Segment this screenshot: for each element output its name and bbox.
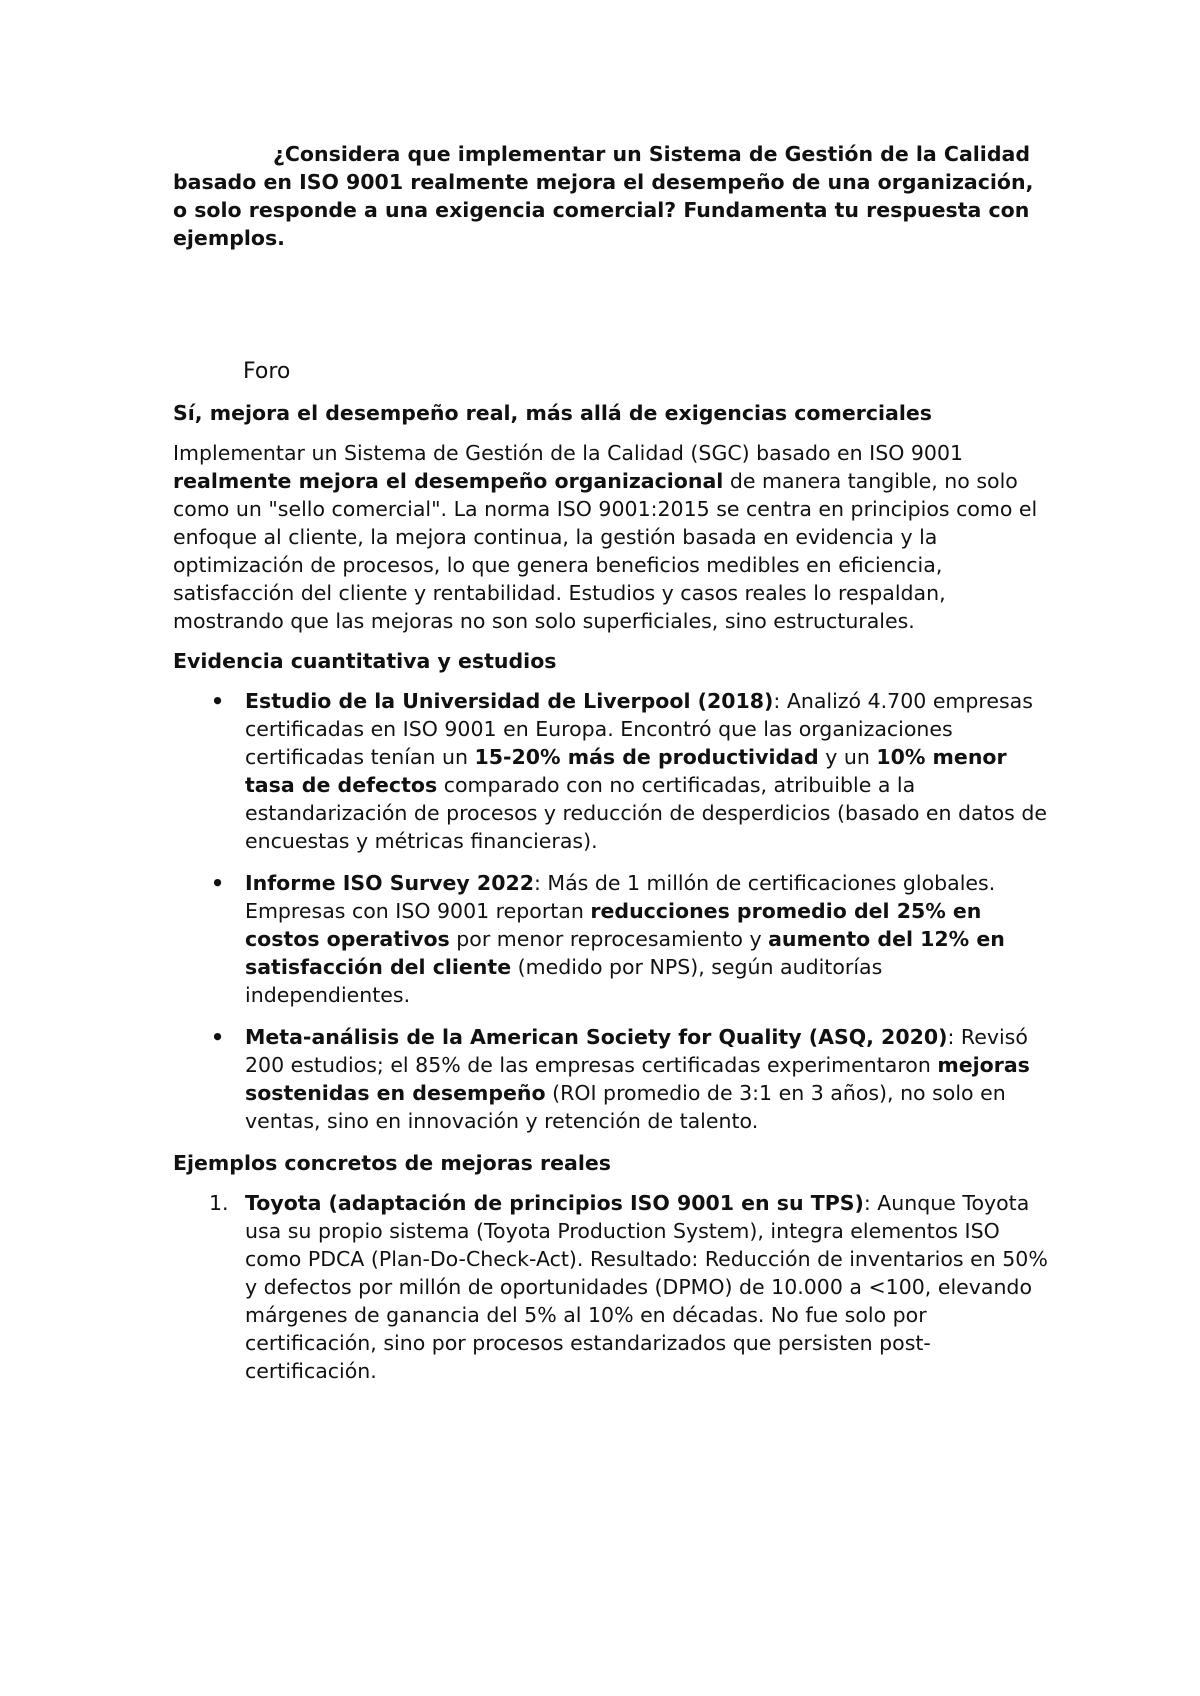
examples-heading: Ejemplos concretos de mejoras reales: [173, 1151, 611, 1175]
evidence-highlight: 10% menor tasa de defectos: [245, 745, 1007, 797]
evidence-highlight: 15-20% más de productividad: [474, 745, 819, 769]
bullet-icon: •: [211, 1025, 225, 1049]
evidence-highlight: mejoras sostenidas en desempeño: [245, 1053, 1030, 1105]
list-number: 1.: [209, 1191, 229, 1215]
question-text: [173, 140, 1053, 252]
main-heading: Sí, mejora el desempeño real, más allá de exigencias comerciales: [173, 401, 933, 425]
evidence-text: comparado con no certificadas, atribuible a la estandarización de procesos y reducción de desperdicios (basado en datos de encuestas y métricas financieras).: [245, 773, 1047, 853]
list-item: [173, 869, 1053, 1009]
evidence-highlight: aumento del 12% en satisfacción del cliente: [245, 927, 1005, 979]
evidence-text: : Más de 1 millón de certificaciones globales. Empresas con ISO 9001 reportan: [245, 871, 996, 923]
intro-bold: realmente mejora el desempeño organizacional: [173, 469, 724, 493]
foro-label: Foro: [243, 359, 291, 384]
list-item: [173, 1023, 1053, 1135]
intro-part1: Implementar un Sistema de Gestión de la Calidad (SGC) basado en ISO 9001: [173, 441, 964, 465]
evidence-text: : Revisó 200 estudios; el 85% de las empresas certificadas experimentaron: [245, 1025, 1028, 1077]
evidence-title: Estudio de la Universidad de Liverpool (2018): [245, 689, 774, 713]
evidence-text: por menor reprocesamiento y: [449, 927, 769, 951]
bullet-icon: •: [211, 689, 225, 713]
example-title: Toyota (adaptación de principios ISO 9001 en su TPS): [245, 1191, 864, 1215]
evidence-list: [173, 687, 1053, 1135]
intro-part2: de manera tangible, no solo como un "sello comercial". La norma ISO 9001:2015 se centra en principios como el enfoque al cliente, la mejora continua, la gestión basada en evidencia y la optimización de procesos, lo que genera beneficios medibles en eficiencia, satisfacción del cliente y rentabilidad. Estudios y casos reales lo respaldan, mostrando que las mejoras no son solo superficiales, sino estructurales.: [173, 469, 1038, 633]
examples-list: [173, 1189, 1053, 1385]
evidence-text: : Analizó 4.700 empresas certificadas en ISO 9001 en Europa. Encontró que las organizaciones certificadas tenían un: [245, 689, 1033, 769]
example-text: : Aunque Toyota usa su propio sistema (Toyota Production System), integra elementos ISO como PDCA (Plan-Do-Check-Act). Resultado: Reducción de inventarios en 50% y defectos por millón de oportunidades (DPMO) de 10.000 a <100, elevando márgenes de ganancia del 5% al 10% en décadas. No fue solo por certificación, sino por procesos estandarizados que persisten post-certificación.: [245, 1191, 1048, 1383]
evidence-text: y un: [818, 745, 877, 769]
list-item: [173, 687, 1053, 855]
evidence-text: (ROI promedio de 3:1 en 3 años), no solo en ventas, sino en innovación y retención de talento.: [245, 1081, 1006, 1133]
evidence-title: Meta-análisis de la American Society for Quality (ASQ, 2020): [245, 1025, 948, 1049]
question-content: ¿Considera que implementar un Sistema de Gestión de la Calidad basado en ISO 9001 realmente mejora el desempeño de una organización, o solo responde a una exigencia comercial? Fundamenta tu respuesta con ejemplos.: [173, 142, 1034, 250]
bullet-icon: •: [211, 871, 225, 895]
document-page: [173, 140, 1053, 1399]
evidence-text: (medido por NPS), según auditorías independientes.: [245, 955, 883, 1007]
intro-paragraph: [173, 439, 1053, 635]
evidence-highlight: reducciones promedio del 25% en costos operativos: [245, 899, 982, 951]
evidence-heading: Evidencia cuantitativa y estudios: [173, 649, 557, 673]
list-item: [173, 1189, 1053, 1385]
evidence-title: Informe ISO Survey 2022: [245, 871, 534, 895]
